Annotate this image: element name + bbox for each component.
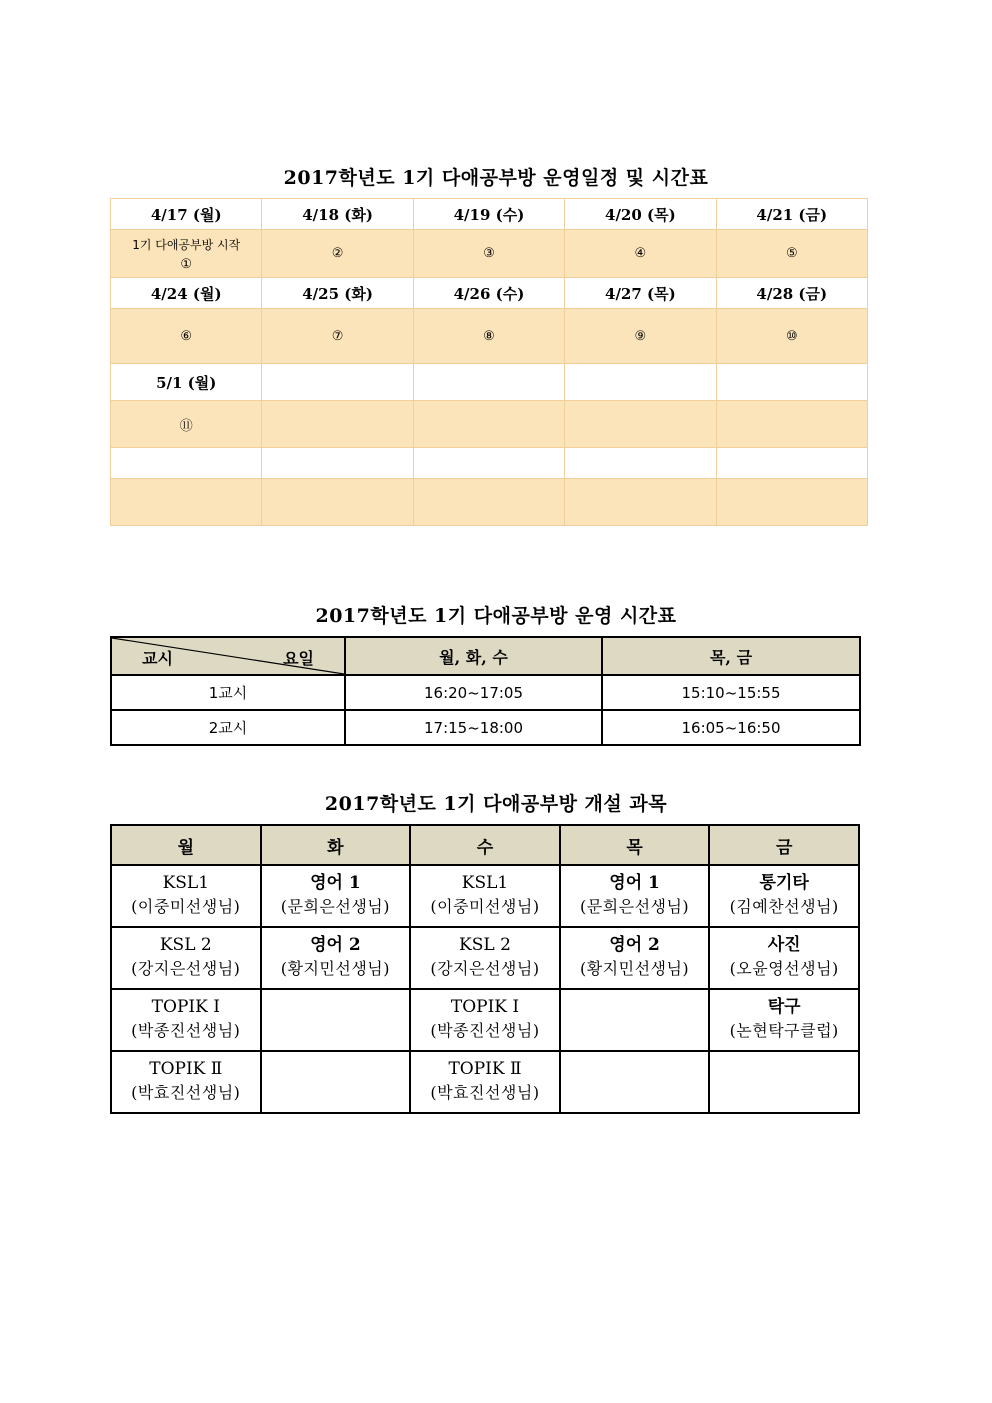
- course-teacher: (황지민선생님): [579, 959, 690, 978]
- course-cell: [709, 989, 859, 1051]
- date-cell: 4/20 (목): [565, 199, 716, 230]
- empty-cell: [716, 479, 867, 526]
- session-cell: [111, 230, 262, 278]
- course-teacher: (김예찬선생님): [729, 897, 839, 916]
- empty-date-row: [111, 448, 868, 479]
- empty-cell: [262, 448, 413, 479]
- course-name: 영어 2: [310, 935, 361, 955]
- course-name: [262, 1058, 410, 1080]
- date-cell: [565, 364, 716, 401]
- schedule-title: 2017학년도 1기 다애공부방 운영일정 및 시간표: [283, 167, 709, 189]
- timetable-title: 2017학년도 1기 다애공부방 운영 시간표: [315, 605, 677, 627]
- date-cell: 4/26 (수): [413, 278, 564, 309]
- empty-cell: [716, 448, 867, 479]
- course-teacher: (박종진선생님): [430, 1021, 540, 1040]
- course-name: [262, 996, 410, 1018]
- courses-header-row: [111, 825, 859, 865]
- course-name: 영어 2: [609, 935, 660, 955]
- course-cell: [111, 989, 261, 1051]
- period-cell: 2교시: [111, 710, 345, 745]
- day-header: 화: [261, 825, 411, 865]
- course-name: [561, 1058, 709, 1080]
- course-teacher: (강지은선생님): [131, 959, 241, 978]
- course-cell: [560, 1051, 710, 1113]
- course-teacher: (강지은선생님): [430, 959, 540, 978]
- course-cell: [410, 865, 560, 927]
- courses-title: 2017학년도 1기 다애공부방 개설 과목: [324, 793, 668, 815]
- course-row: [111, 989, 859, 1051]
- course-name: [561, 996, 709, 1018]
- course-teacher: (이중미선생님): [131, 897, 241, 916]
- day-header: 목: [560, 825, 710, 865]
- session-cell: ②: [262, 230, 413, 278]
- course-cell: [709, 1051, 859, 1113]
- session-cell: ⑪: [111, 401, 262, 448]
- course-cell: [560, 927, 710, 989]
- course-teacher: (황지민선생님): [280, 959, 390, 978]
- course-name: 영어 1: [609, 873, 660, 893]
- day-header: 월: [111, 825, 261, 865]
- course-name: KSL1: [162, 873, 210, 893]
- course-name: KSL1: [461, 873, 509, 893]
- course-cell: [410, 989, 560, 1051]
- session-number: ①: [180, 256, 193, 272]
- empty-session-row: [111, 479, 868, 526]
- date-cell: 4/19 (수): [413, 199, 564, 230]
- week2-session-row: [111, 309, 868, 364]
- date-cell: 4/18 (화): [262, 199, 413, 230]
- session-cell: ⑧: [413, 309, 564, 364]
- period-cell: 1교시: [111, 675, 345, 710]
- course-name: 영어 1: [310, 873, 361, 893]
- date-cell: [262, 364, 413, 401]
- empty-cell: [413, 479, 564, 526]
- date-cell: [413, 364, 564, 401]
- course-cell: [709, 865, 859, 927]
- course-teacher: (문희은선생님): [280, 897, 390, 916]
- courses-table: [110, 824, 860, 1114]
- empty-cell: [565, 479, 716, 526]
- date-cell: 4/25 (화): [262, 278, 413, 309]
- week3-date-row: [111, 364, 868, 401]
- day-header: 수: [410, 825, 560, 865]
- empty-cell: [111, 479, 262, 526]
- course-row: [111, 865, 859, 927]
- date-cell: 4/17 (월): [111, 199, 262, 230]
- session-cell: [413, 401, 564, 448]
- session-cell: ⑦: [262, 309, 413, 364]
- empty-cell: [111, 448, 262, 479]
- course-teacher: (오윤영선생님): [729, 959, 839, 978]
- week1-date-row: [111, 199, 868, 230]
- course-name: TOPIK Ⅱ: [448, 1059, 522, 1079]
- corner-right-label: 요일: [283, 649, 314, 668]
- start-note: 1기 다애공부방 시작: [132, 237, 241, 252]
- course-cell: [261, 927, 411, 989]
- course-teacher: (이중미선생님): [430, 897, 540, 916]
- schedule-calendar: [110, 198, 868, 526]
- course-cell: [111, 1051, 261, 1113]
- week3-session-row: [111, 401, 868, 448]
- week2-date-row: [111, 278, 868, 309]
- session-cell: ⑩: [716, 309, 867, 364]
- corner-header: [111, 637, 345, 675]
- time-cell: 17:15~18:00: [345, 710, 602, 745]
- session-cell: ⑥: [111, 309, 262, 364]
- session-cell: ⑨: [565, 309, 716, 364]
- course-cell: [709, 927, 859, 989]
- course-name: KSL 2: [459, 935, 511, 955]
- course-teacher: (박효진선생님): [430, 1083, 540, 1102]
- session-cell: ④: [565, 230, 716, 278]
- date-cell: 4/27 (목): [565, 278, 716, 309]
- course-name: KSL 2: [159, 935, 212, 955]
- timetable-row: [111, 675, 860, 710]
- time-cell: 15:10~15:55: [602, 675, 860, 710]
- course-cell: [560, 865, 710, 927]
- week1-session-row: [111, 230, 868, 278]
- course-cell: [111, 927, 261, 989]
- date-cell: [716, 364, 867, 401]
- course-cell: [410, 927, 560, 989]
- empty-cell: [262, 479, 413, 526]
- course-name: 통기타: [759, 873, 809, 893]
- course-cell: [111, 865, 261, 927]
- timetable-header-row: [111, 637, 860, 675]
- session-cell: ⑤: [716, 230, 867, 278]
- empty-cell: [413, 448, 564, 479]
- timetable-row: [111, 710, 860, 745]
- date-cell: 4/28 (금): [716, 278, 867, 309]
- course-teacher: (박효진선생님): [131, 1083, 241, 1102]
- header-tf: 목, 금: [602, 637, 860, 675]
- course-row: [111, 927, 859, 989]
- date-cell: 4/21 (금): [716, 199, 867, 230]
- course-name: [710, 1058, 858, 1080]
- header-mtw: 월, 화, 수: [345, 637, 602, 675]
- course-cell: [560, 989, 710, 1051]
- course-name: TOPIK Ⅰ: [450, 997, 520, 1017]
- course-cell: [261, 865, 411, 927]
- course-name: TOPIK Ⅰ: [151, 997, 220, 1017]
- empty-cell: [565, 448, 716, 479]
- session-cell: [262, 401, 413, 448]
- course-name: 사진: [767, 935, 801, 955]
- session-cell: [716, 401, 867, 448]
- course-name: 탁구: [767, 997, 801, 1017]
- date-cell: 5/1 (월): [111, 364, 262, 401]
- course-name: TOPIK Ⅱ: [149, 1059, 223, 1079]
- time-cell: 16:05~16:50: [602, 710, 860, 745]
- time-cell: 16:20~17:05: [345, 675, 602, 710]
- course-cell: [410, 1051, 560, 1113]
- session-cell: [565, 401, 716, 448]
- course-row: [111, 1051, 859, 1113]
- day-header: 금: [709, 825, 859, 865]
- course-teacher: (논현탁구클럽): [729, 1021, 839, 1040]
- timetable: [110, 636, 861, 746]
- date-cell: 4/24 (월): [111, 278, 262, 309]
- course-teacher: (문희은선생님): [579, 897, 690, 916]
- course-teacher: (박종진선생님): [131, 1021, 241, 1040]
- course-cell: [261, 1051, 411, 1113]
- course-cell: [261, 989, 411, 1051]
- corner-left-label: 교시: [142, 649, 173, 668]
- session-cell: ③: [413, 230, 564, 278]
